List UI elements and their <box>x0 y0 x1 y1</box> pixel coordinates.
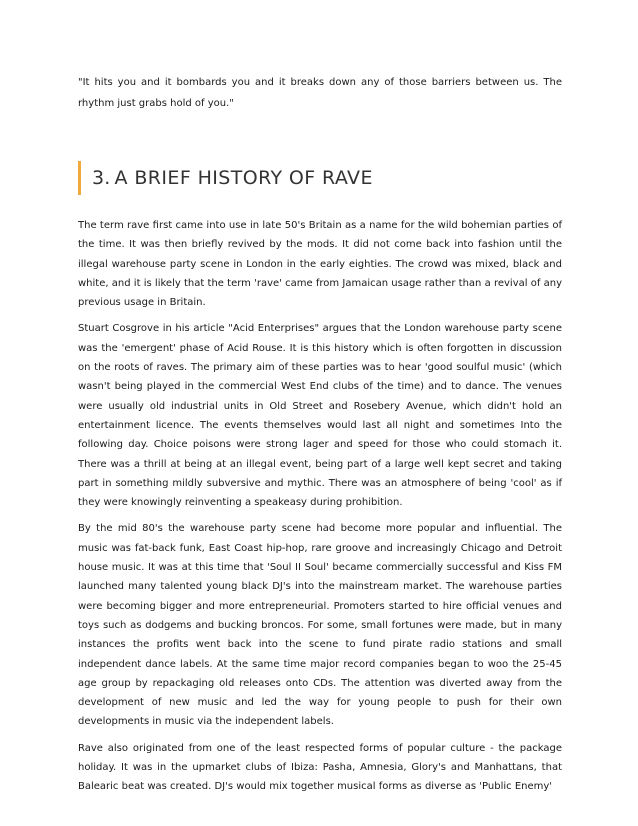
section-heading <box>78 161 562 195</box>
section-body <box>78 216 562 797</box>
opening-quote: "It hits you and it bombards you and it breaks down any of those barriers between us. The rhythm just grabs hold of you." <box>78 77 562 109</box>
paragraph: By the mid 80's the warehouse party scene had become more popular and influential. The music was fat-back funk, East Coast hip-hop, rare groove and increasingly Chicago and Detroit house music. It was at this time that 'Soul II Soul' became commercially successful and Kiss FM launched many talented young black DJ's into the mainstream market. The warehouse parties were becoming bigger and more entrepreneurial. Promoters started to hire official venues and toys such as dodgems and bucking broncos. For some, small fortunes were made, but in many instances the profits went back into the scene to fund pirate radio stations and small independent dance labels. At the same time major record companies began to woo the 25-45 age group by repackaging old releases onto CDs. The attention was diverted away from the development of new music and led the way for young people to push for their own developments in music via the independent labels. <box>78 523 562 728</box>
document-page <box>78 72 562 804</box>
paragraph: Stuart Cosgrove in his article "Acid Enterprises" argues that the London warehouse party scene was the 'emergent' phase of Acid Rouse. It is this history which is often forgotten in discussion on the roots of raves. The primary aim of these parties was to hear 'good soulful music' (which wasn't being played in the commercial West End clubs of the time) and to dance. The venues were usually old industrial units in Old Street and Rosebery Avenue, which didn't hold an entertainment licence. The events themselves would last all night and sometimes Into the following day. Choice poisons were strong lager and speed for those who could stomach it. There was a thrill at being at an illegal event, being part of a large well kept secret and taking part in something mildly subversive and mythic. There was an atmosphere of being 'cool' as if they were knowingly reinventing a speakeasy during prohibition. <box>78 323 562 509</box>
heading-accent-bar <box>78 161 81 195</box>
section-number: 3. <box>92 167 111 189</box>
section-title: A BRIEF HISTORY OF RAVE <box>114 167 373 189</box>
paragraph: The term rave first came into use in late 50's Britain as a name for the wild bohemian parties of the time. It was then briefly revived by the mods. It did not come back into fashion until the illegal warehouse party scene in London in the early eighties. The crowd was mixed, black and white, and it is likely that the term 'rave' came from Jamaican usage rather than a revival of any previous usage in Britain. <box>78 220 562 309</box>
paragraph: Rave also originated from one of the least respected forms of popular culture - the package holiday. It was in the upmarket clubs of Ibiza: Pasha, Amnesia, Glory's and Manhattans, that Balearic beat was created. DJ's would mix together musical forms as diverse as 'Public Enemy' <box>78 742 562 793</box>
